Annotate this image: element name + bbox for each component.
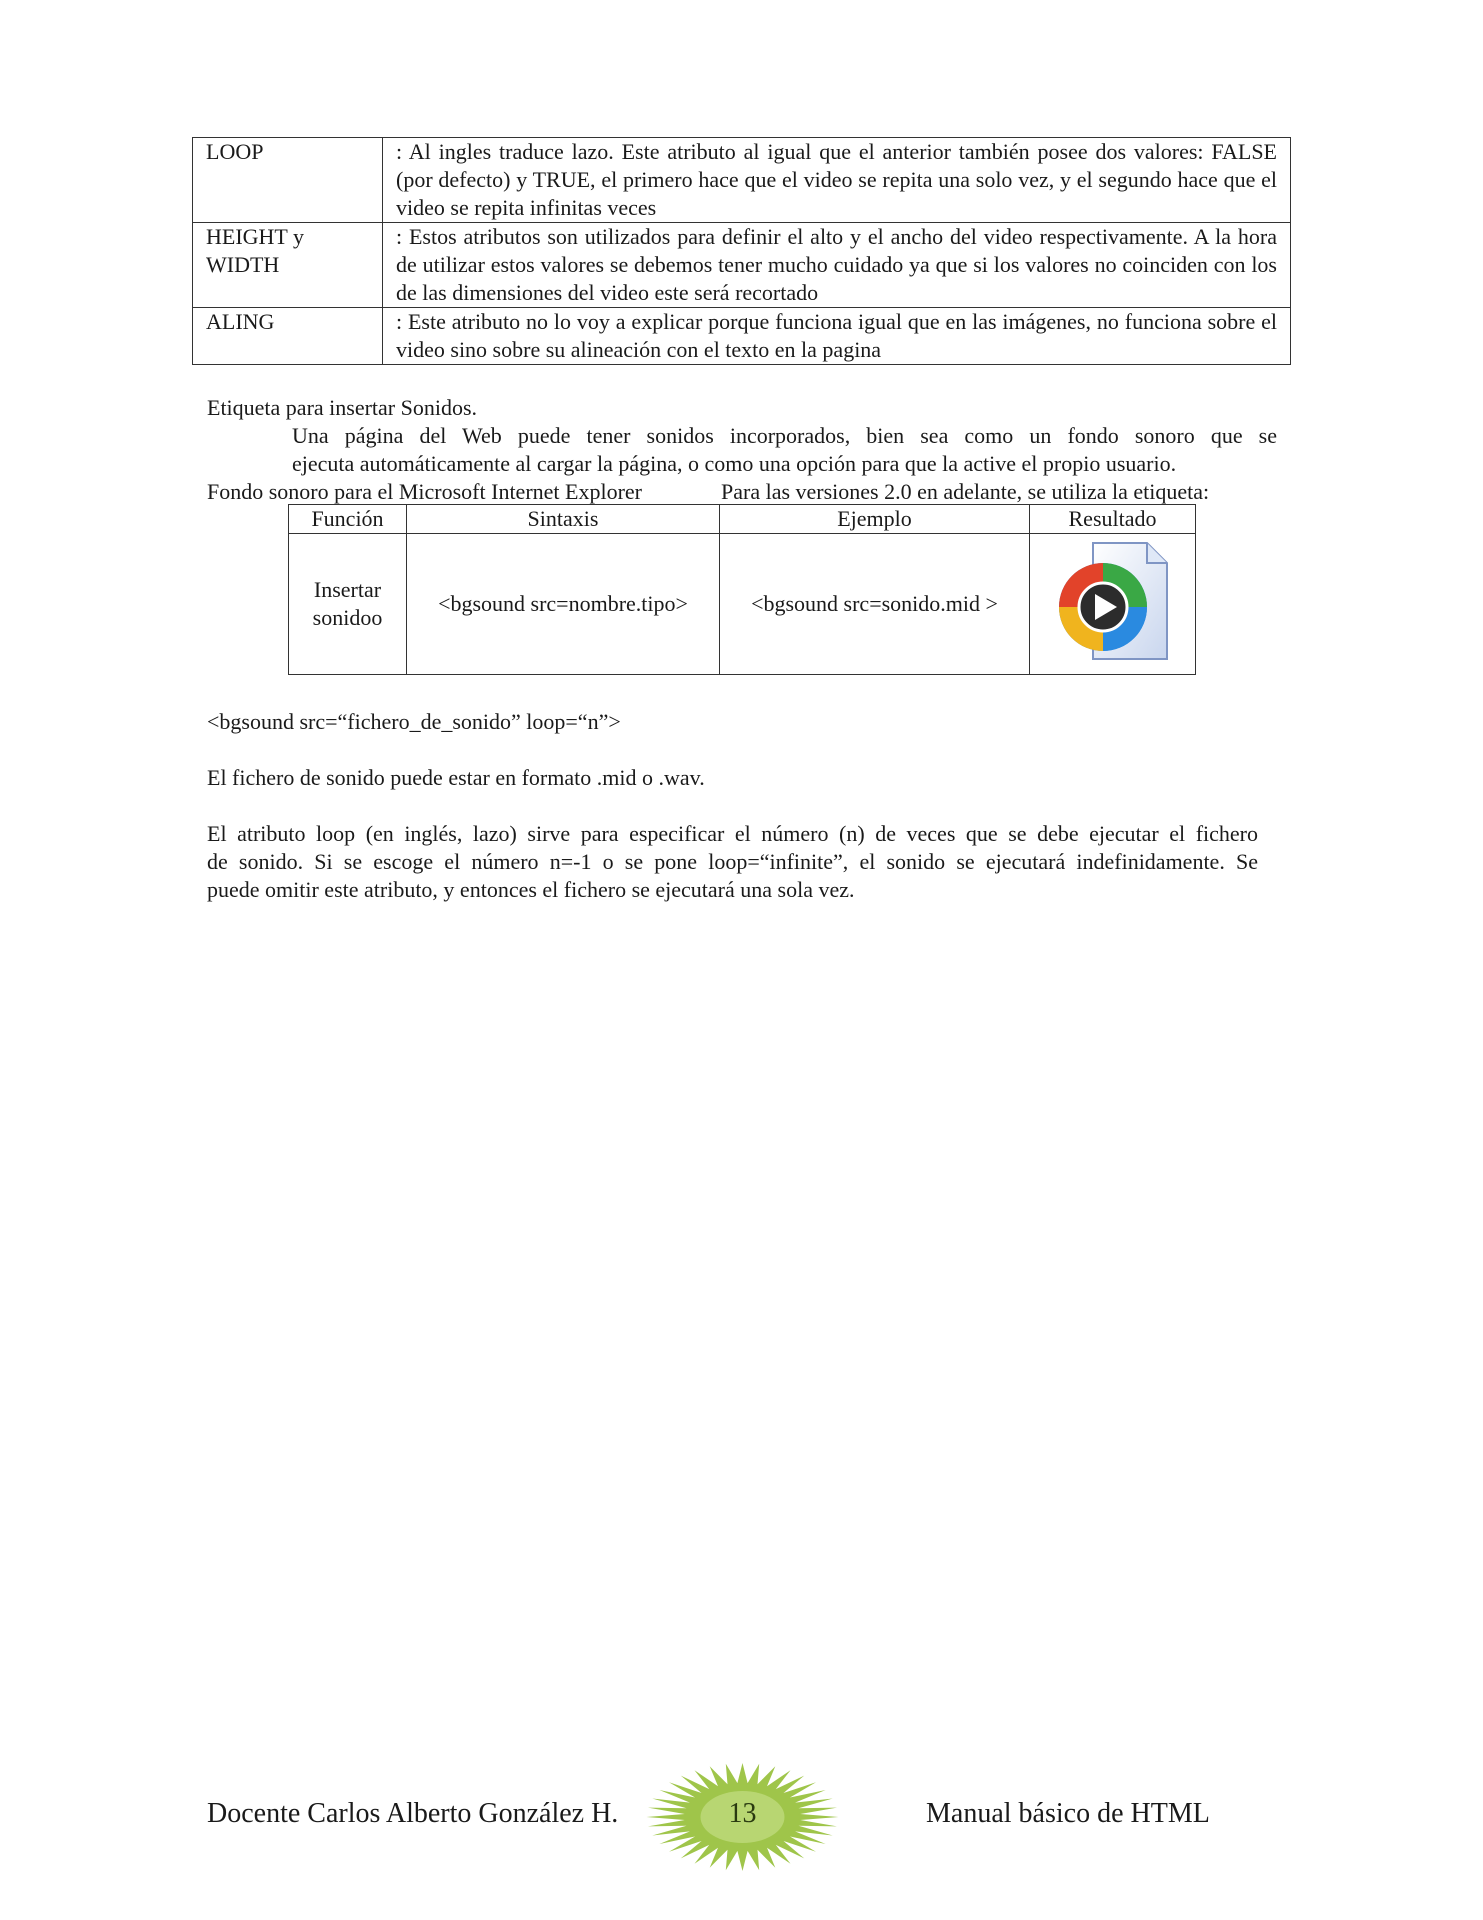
attribute-description: : Estos atributos son utilizados para definir el alto y el ancho del video respectivamente. A la hora de utilizar estos valores se debemos tener mucho cuidado ya que si los valores no coinciden con los de las dimensiones del video este será recortado bbox=[383, 223, 1291, 308]
footer-author: Docente Carlos Alberto González H. bbox=[207, 1798, 619, 1829]
attribute-name: LOOP bbox=[193, 138, 383, 223]
footer-title: Manual básico de HTML bbox=[926, 1798, 1210, 1829]
header-funcion: Función bbox=[289, 505, 407, 534]
loop-paragraph-line: puede omitir este atributo, y entonces el fichero se ejecutará una sola vez. bbox=[207, 877, 855, 902]
page-number: 13 bbox=[728, 1798, 757, 1829]
section-heading: Etiqueta para insertar Sonidos. bbox=[207, 395, 478, 420]
table-row bbox=[193, 223, 1291, 308]
header-ejemplo: Ejemplo bbox=[720, 505, 1030, 534]
cell-ejemplo: <bgsound src=sonido.mid > bbox=[720, 534, 1030, 675]
attribute-name: ALING bbox=[193, 308, 383, 365]
header-sintaxis: Sintaxis bbox=[407, 505, 720, 534]
table-header-row bbox=[289, 505, 1196, 534]
attribute-table bbox=[192, 137, 1291, 365]
attribute-description: : Este atributo no lo voy a explicar porque funciona igual que en las imágenes, no funciona sobre el video sino sobre su alineación con el texto en la pagina bbox=[383, 308, 1291, 365]
sound-table bbox=[288, 504, 1196, 675]
windows-media-audio-file-icon bbox=[1055, 539, 1171, 670]
attribute-description: : Al ingles traduce lazo. Este atributo al igual que el anterior también posee dos valores: FALSE (por defecto) y TRUE, el primero hace que el video se repita una solo vez, y el segundo hace que el video se repita infinitas veces bbox=[383, 138, 1291, 223]
cell-funcion bbox=[289, 534, 407, 675]
format-paragraph: El fichero de sonido puede estar en formato .mid o .wav. bbox=[207, 765, 705, 790]
cell-sintaxis: <bgsound src=nombre.tipo> bbox=[407, 534, 720, 675]
ie-label: Fondo sonoro para el Microsoft Internet Explorer bbox=[207, 479, 642, 504]
attribute-name: HEIGHT y WIDTH bbox=[193, 223, 383, 308]
loop-paragraph-line: de sonido. Si se escoge el número n=-1 o se pone loop=“infinite”, el sonido se ejecutará indefinidamente. Se bbox=[207, 849, 1258, 874]
table-row bbox=[193, 138, 1291, 223]
funcion-line: Insertar bbox=[313, 577, 382, 602]
header-resultado: Resultado bbox=[1030, 505, 1196, 534]
cell-resultado bbox=[1030, 534, 1196, 675]
funcion-line: sonidoo bbox=[312, 605, 383, 630]
bgsound-code-example: <bgsound src=“fichero_de_sonido” loop=“n”> bbox=[207, 709, 621, 734]
intro-line: Una página del Web puede tener sonidos incorporados, bien sea como un fondo sonoro que se bbox=[292, 423, 1277, 448]
table-row bbox=[193, 308, 1291, 365]
ie-version-note: Para las versiones 2.0 en adelante, se utiliza la etiqueta: bbox=[721, 479, 1210, 504]
table-row bbox=[289, 534, 1196, 675]
intro-line: ejecuta automáticamente al cargar la página, o como una opción para que la active el propio usuario. bbox=[292, 451, 1177, 476]
loop-paragraph-line: El atributo loop (en inglés, lazo) sirve para especificar el número (n) de veces que se debe ejecutar el fichero bbox=[207, 821, 1258, 846]
